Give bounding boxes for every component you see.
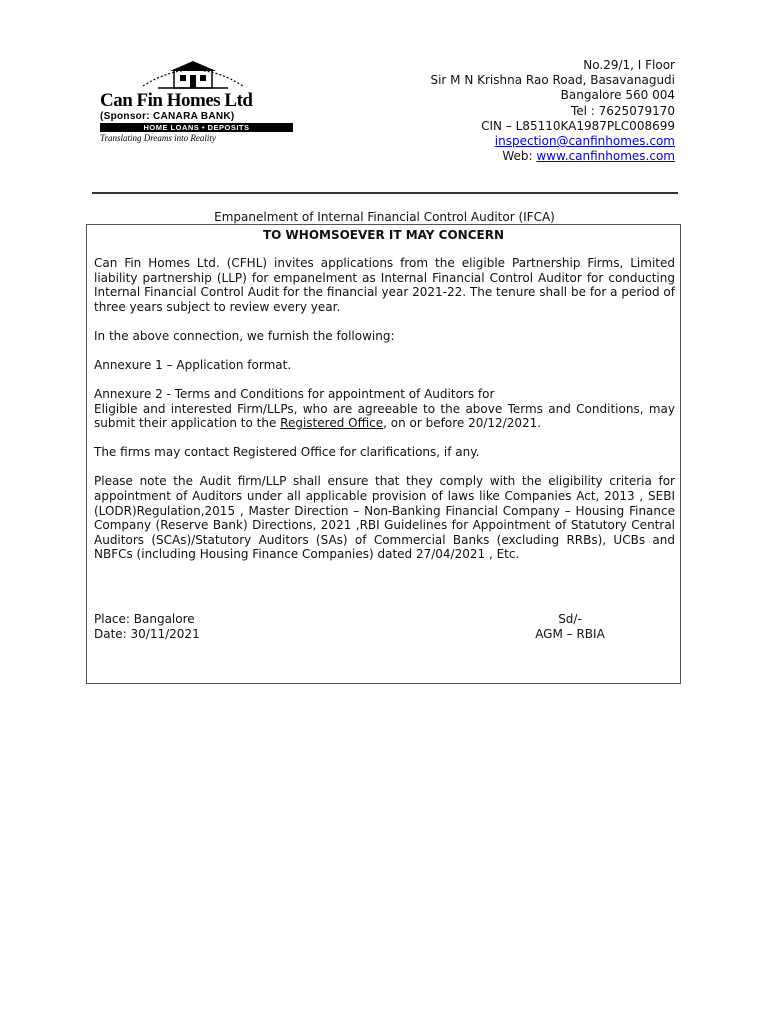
paragraph-annexure-1: Annexure 1 – Application format.	[94, 357, 292, 372]
paragraph-clarifications: The firms may contact Registered Office for clarifications, if any.	[94, 445, 480, 460]
paragraph-connection: In the above connection, we furnish the following:	[94, 328, 395, 343]
date: Date: 30/11/2021	[94, 627, 200, 641]
company-logo	[98, 60, 298, 145]
cin-number: CIN – L85110KA1987PLC008699	[481, 118, 675, 133]
signed: Sd/-	[558, 612, 582, 626]
sponsor-text: (Sponsor: CANARA BANK)	[100, 111, 235, 122]
signature-block	[530, 612, 610, 642]
notice-box	[86, 224, 681, 684]
address-line-3: Bangalore 560 004	[560, 88, 675, 103]
notice-body	[94, 256, 675, 577]
designation: AGM – RBIA	[535, 627, 605, 641]
annexure-2-text: Eligible and interested Firm/LLPs, who are agreeable to the above Terms and Conditions, may submit their application to the	[94, 401, 675, 431]
registered-office-link: Registered Office	[280, 416, 384, 431]
company-name: Can Fin Homes Ltd	[100, 90, 253, 111]
place-date-block	[94, 612, 200, 642]
house-emblem-icon	[138, 60, 248, 90]
company-address	[430, 58, 675, 164]
place: Place: Bangalore	[94, 612, 195, 626]
paragraph-invitation: Can Fin Homes Ltd. (CFHL) invites applications from the eligible Partnership Firms, Limited liability partnership (LLP) for empanelment as Internal Financial Control Auditor for conducting Internal Financial Control Audit for the financial year 2021-22. The tenure shall be for a period of three years subject to review every year.	[94, 256, 675, 314]
address-line-1: No.29/1, I Floor	[583, 58, 675, 72]
notice-heading: TO WHOMSOEVER IT MAY CONCERN	[262, 228, 505, 242]
header-divider	[92, 192, 678, 194]
paragraph-eligibility: Please note the Audit firm/LLP shall ensure that they comply with the eligibility criteria for appointment of Auditors under all applicable provision of laws like Companies Act, 2013 , SEBI (LODR)Regulation,2015 , Master Direction – Non-Banking Financial Company – Housing Finance Company (Reserve Bank) Directions, 2021 ,RBI Guidelines for Appointment of Statutory Central Auditors (SCAs)/Statutory Auditors (SAs) of Commercial Banks (excluding RRBs), UCBs and NBFCs (including Housing Finance Companies) dated 27/04/2021 , Etc.	[94, 474, 675, 562]
annexure-2-deadline: , on or before 20/12/2021.	[383, 416, 542, 431]
annexure-2-line: Annexure 2 - Terms and Conditions for appointment of Auditors for	[94, 387, 495, 402]
paragraph-annexure-2	[94, 387, 675, 431]
web-label: Web:	[502, 149, 537, 164]
subject-line: Empanelment of Internal Financial Control Auditor (IFCA)	[214, 210, 555, 224]
web-line	[430, 149, 675, 164]
telephone: Tel : 7625079170	[570, 103, 675, 118]
address-line-2: Sir M N Krishna Rao Road, Basavanagudi	[430, 73, 675, 88]
email-link[interactable]: inspection@canfinhomes.com	[494, 134, 675, 149]
tagline: Translating Dreams into Reality	[100, 133, 216, 143]
services-band: HOME LOANS • DEPOSITS	[100, 123, 293, 132]
website-link[interactable]: www.canfinhomes.com	[536, 149, 675, 164]
